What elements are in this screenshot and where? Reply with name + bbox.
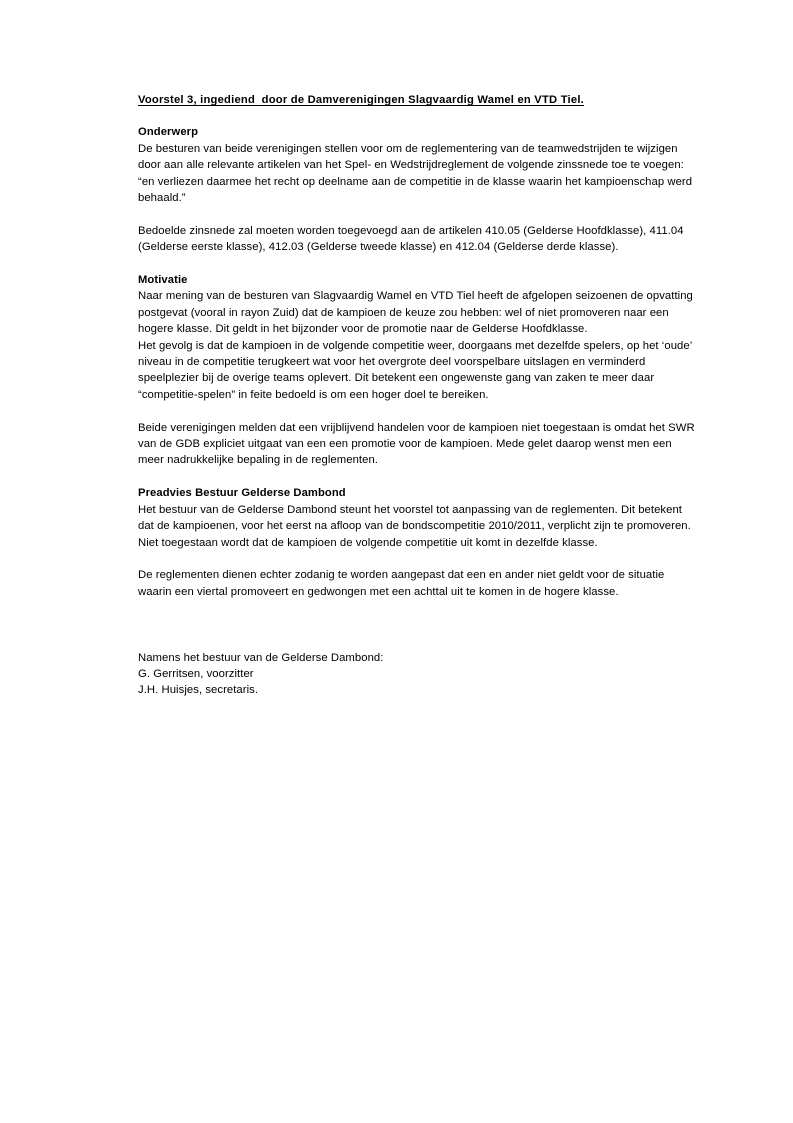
onderwerp-paragraph-1: De besturen van beide verenigingen stellen voor om de reglementering van de teamwedstrijden te wijzigen door aan alle relevante artikelen van het Spel- en Wedstrijdreglement de volgende zinssnede toe te voegen: “en verliezen daarmee het recht op deelname aan de competitie in de klasse waarin het kampioenschap werd behaald.” <box>138 142 693 205</box>
paragraph-spacer <box>138 403 696 419</box>
signature-spacer <box>138 617 696 650</box>
motivatie-paragraph-3: Beide verenigingen melden dat een vrijblijvend handelen voor de kampioen niet toegestaan is omdat het SWR van de GDB expliciet uitgaat van een een promotie voor de kampioen. Mede gelet daarop wenst men een meer nadrukkelijke bepaling in de reglementen. <box>138 421 695 467</box>
document-body <box>138 92 696 699</box>
onderwerp-paragraph-2: Bedoelde zinsnede zal moeten worden toegevoegd aan de artikelen 410.05 (Gelderse Hoofdklasse), 411.04 (Gelderse eerste klasse), 412.03 (Gelderse tweede klasse) en 412.04 (Gelderse derde klasse). <box>138 224 684 254</box>
preadvies-paragraph-2: De reglementen dienen echter zodanig te worden aangepast dat een en ander niet geldt voor de situatie waarin een viertal promoveert en gedwongen met een achttal uit te komen in de hogere klasse. <box>138 569 665 598</box>
section-heading-motivatie: Motivatie <box>138 274 188 287</box>
preadvies-paragraph-1: Het bestuur van de Gelderse Dambond steunt het voorstel tot aanpassing van de reglementen. Dit betekent dat de kampioenen, voor het eerst na afloop van de bondscompetitie 2010/2011, verplicht zijn te promoveren. Niet toegestaan wordt dat de kampioen de volgende competitie uit komt in dezelfde klasse. <box>138 503 691 549</box>
signature-line-3: J.H. Huisjes, secretaris. <box>138 684 259 697</box>
section-heading-preadvies: Preadvies Bestuur Gelderse Dambond <box>138 487 346 500</box>
motivatie-paragraph-1: Naar mening van de besturen van Slagvaardig Wamel en VTD Tiel heeft de afgelopen seizoenen de opvatting postgevat (vooral in rayon Zuid) dat de kampioen de keuze zou hebben: wel of niet promoveren naar een hogere klasse. Dit geldt in het bijzonder voor de promotie naar de Gelderse Hoofdklasse. <box>138 290 693 336</box>
motivatie-paragraph-2: Het gevolg is dat de kampioen in de volgende competitie weer, doorgaans met dezelfde spelers, op het ‘oude’ niveau in de competitie terugkeert wat voor het overgrote deel voorspelbare uitslagen en verminderd speelplezier bij de overige teams oplevert. Dit betekent een ongewenste gang van zaken te meer daar “competitie-spelen” in feite bedoeld is om een hoger doel te bereiken. <box>138 339 692 401</box>
signature-line-1: Namens het bestuur van de Gelderse Dambond: <box>138 651 384 664</box>
section-onderwerp <box>138 124 696 255</box>
section-preadvies <box>138 485 696 600</box>
paragraph-spacer <box>138 551 696 567</box>
paragraph-spacer <box>138 206 696 222</box>
document-title: Voorstel 3, ingediend door de Damverenigingen Slagvaardig Wamel en VTD Tiel. <box>138 94 584 106</box>
signature-line-2: G. Gerritsen, voorzitter <box>138 667 254 680</box>
section-motivatie <box>138 272 696 469</box>
section-heading-onderwerp: Onderwerp <box>138 126 199 139</box>
signature-block <box>138 650 696 699</box>
